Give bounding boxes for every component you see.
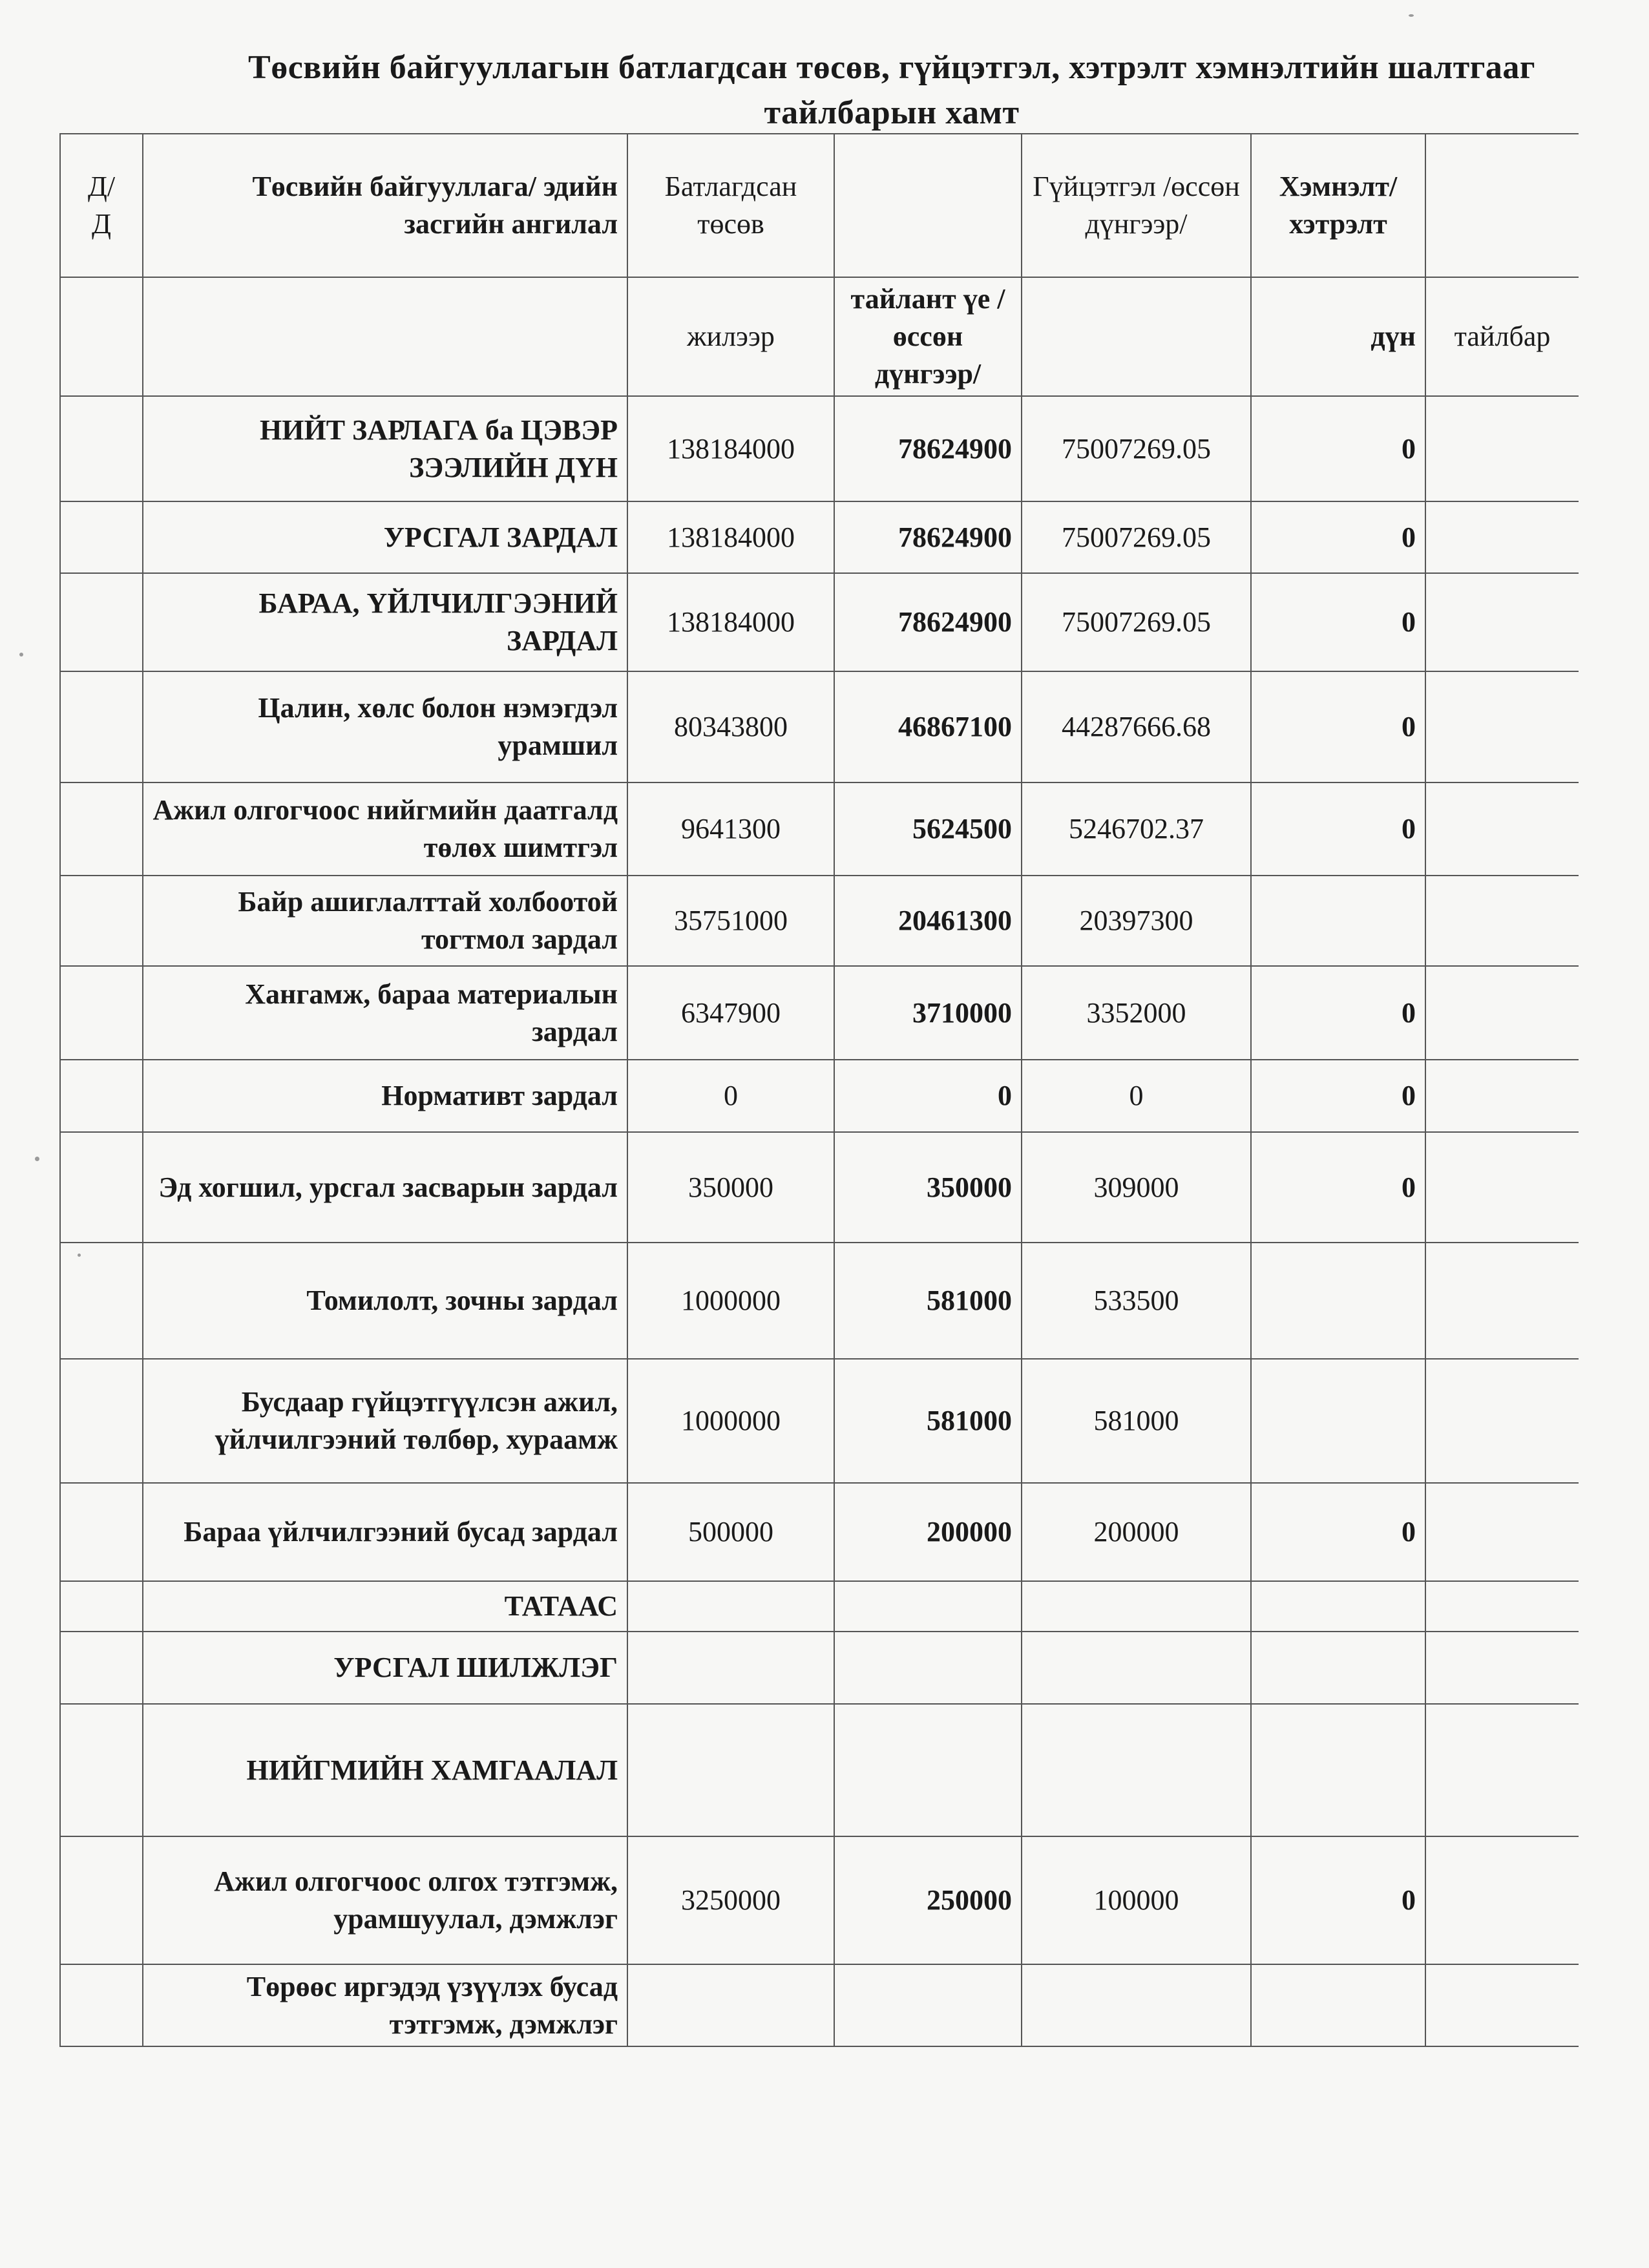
table-row: [60, 1060, 1579, 1132]
row-yearly: 6347900: [627, 966, 834, 1060]
row-dd: [60, 573, 143, 671]
row-period: 78624900: [834, 573, 1022, 671]
row-amount: [1251, 1581, 1425, 1632]
row-yearly: 138184000: [627, 396, 834, 501]
row-yearly: 138184000: [627, 573, 834, 671]
row-period: 200000: [834, 1483, 1022, 1581]
table-row: [60, 1836, 1579, 1964]
row-yearly: 138184000: [627, 501, 834, 573]
row-dd: [60, 1132, 143, 1243]
row-actual: 75007269.05: [1022, 573, 1251, 671]
row-name: Нормативт зардал: [143, 1060, 627, 1132]
row-actual: 309000: [1022, 1132, 1251, 1243]
row-name: НИЙТ ЗАРЛАГА ба ЦЭВЭР ЗЭЭЛИЙН ДҮН: [143, 396, 627, 501]
row-yearly: [627, 1964, 834, 2046]
scan-speck: [19, 653, 23, 656]
row-period: 581000: [834, 1359, 1022, 1483]
scan-speck: [35, 1157, 39, 1161]
header-empty-4: [143, 277, 627, 396]
table-row: [60, 966, 1579, 1060]
row-actual: [1022, 1704, 1251, 1836]
row-name: Бараа үйлчилгээний бусад зардал: [143, 1483, 627, 1581]
row-amount: [1251, 1359, 1425, 1483]
budget-table: [59, 133, 1579, 2047]
row-period: 250000: [834, 1836, 1022, 1964]
table-row: [60, 1581, 1579, 1632]
header-dd: Д/ Д: [60, 134, 143, 277]
row-name: Байр ашиглалттай холбоотой тогтмол зардал: [143, 876, 627, 966]
row-actual: 100000: [1022, 1836, 1251, 1964]
row-period: [834, 1581, 1022, 1632]
header-empty-1: [834, 134, 1022, 277]
table-row: [60, 573, 1579, 671]
row-note: [1425, 1359, 1579, 1483]
row-amount: [1251, 1964, 1425, 2046]
header-row-2: [60, 277, 1579, 396]
row-yearly: 0: [627, 1060, 834, 1132]
scan-speck: [1409, 14, 1414, 17]
row-actual: 5246702.37: [1022, 782, 1251, 876]
header-yearly: жилээр: [627, 277, 834, 396]
row-note: [1425, 782, 1579, 876]
row-note: [1425, 1704, 1579, 1836]
row-amount: [1251, 1632, 1425, 1704]
row-amount: [1251, 1243, 1425, 1359]
header-empty-2: [1425, 134, 1579, 277]
row-note: [1425, 1243, 1579, 1359]
row-yearly: [627, 1581, 834, 1632]
table-row: [60, 1132, 1579, 1243]
header-variance: Хэмнэлт/ хэтрэлт: [1251, 134, 1425, 277]
row-amount: 0: [1251, 1060, 1425, 1132]
row-period: [834, 1964, 1022, 2046]
row-dd: [60, 1836, 143, 1964]
table-row: [60, 876, 1579, 966]
row-dd: [60, 1632, 143, 1704]
table-row: [60, 1964, 1579, 2046]
row-actual: 75007269.05: [1022, 396, 1251, 501]
table-row: [60, 671, 1579, 782]
row-actual: [1022, 1632, 1251, 1704]
table-row: [60, 782, 1579, 876]
row-name: УРСГАЛ ШИЛЖЛЭГ: [143, 1632, 627, 1704]
row-yearly: 3250000: [627, 1836, 834, 1964]
row-dd: [60, 1581, 143, 1632]
row-note: [1425, 396, 1579, 501]
header-name: Төсвийн байгууллага/ эдийн засгийн ангилал: [143, 134, 627, 277]
table-row: [60, 1704, 1579, 1836]
row-yearly: [627, 1632, 834, 1704]
row-name: Хангамж, бараа материалын зардал: [143, 966, 627, 1060]
row-period: [834, 1704, 1022, 1836]
row-dd: [60, 782, 143, 876]
row-note: [1425, 1581, 1579, 1632]
row-period: 5624500: [834, 782, 1022, 876]
row-dd: [60, 1359, 143, 1483]
table-row: [60, 1632, 1579, 1704]
row-amount: 0: [1251, 573, 1425, 671]
row-amount: 0: [1251, 1132, 1425, 1243]
row-yearly: 80343800: [627, 671, 834, 782]
table-row: [60, 1483, 1579, 1581]
row-yearly: 500000: [627, 1483, 834, 1581]
row-actual: 20397300: [1022, 876, 1251, 966]
row-dd: [60, 876, 143, 966]
row-name: Бусдаар гүйцэтгүүлсэн ажил, үйлчилгээний төлбөр, хураамж: [143, 1359, 627, 1483]
row-amount: [1251, 1704, 1425, 1836]
row-yearly: [627, 1704, 834, 1836]
row-actual: 3352000: [1022, 966, 1251, 1060]
row-name: Цалин, хөлс болон нэмэгдэл урамшил: [143, 671, 627, 782]
row-period: 3710000: [834, 966, 1022, 1060]
row-actual: 200000: [1022, 1483, 1251, 1581]
table-row: [60, 501, 1579, 573]
scan-speck: [78, 1254, 81, 1257]
row-note: [1425, 1483, 1579, 1581]
row-period: 78624900: [834, 501, 1022, 573]
row-note: [1425, 1836, 1579, 1964]
row-actual: 581000: [1022, 1359, 1251, 1483]
row-amount: 0: [1251, 671, 1425, 782]
row-yearly: 350000: [627, 1132, 834, 1243]
row-amount: 0: [1251, 966, 1425, 1060]
row-dd: [60, 1243, 143, 1359]
row-period: 581000: [834, 1243, 1022, 1359]
row-name: Ажил олгогчоос олгох тэтгэмж, урамшуулал, дэмжлэг: [143, 1836, 627, 1964]
row-period: 78624900: [834, 396, 1022, 501]
row-note: [1425, 1964, 1579, 2046]
title-line-2: тайлбарын хамт: [764, 94, 1020, 131]
header-amount: дүн: [1251, 277, 1425, 396]
row-note: [1425, 966, 1579, 1060]
row-yearly: 9641300: [627, 782, 834, 876]
table-row: [60, 1359, 1579, 1483]
row-name: Эд хогшил, урсгал засварын зардал: [143, 1132, 627, 1243]
row-actual: 533500: [1022, 1243, 1251, 1359]
row-note: [1425, 501, 1579, 573]
row-note: [1425, 671, 1579, 782]
table-row: [60, 1243, 1579, 1359]
row-name: Ажил олгогчоос нийгмийн даатгалд төлөх шимтгэл: [143, 782, 627, 876]
row-amount: 0: [1251, 1483, 1425, 1581]
header-empty-5: [1022, 277, 1251, 396]
row-dd: [60, 1483, 143, 1581]
row-note: [1425, 1060, 1579, 1132]
row-name: ТАТААС: [143, 1581, 627, 1632]
row-note: [1425, 876, 1579, 966]
row-yearly: 1000000: [627, 1359, 834, 1483]
row-actual: 44287666.68: [1022, 671, 1251, 782]
row-note: [1425, 573, 1579, 671]
row-name: УРСГАЛ ЗАРДАЛ: [143, 501, 627, 573]
row-amount: 0: [1251, 782, 1425, 876]
header-period: тайлант үе /өссөн дүнгээр/: [834, 277, 1022, 396]
row-dd: [60, 671, 143, 782]
row-period: 46867100: [834, 671, 1022, 782]
row-name: Төрөөс иргэдэд үзүүлэх бусад тэтгэмж, дэмжлэг: [143, 1964, 627, 2046]
row-amount: 0: [1251, 1836, 1425, 1964]
table-row: [60, 396, 1579, 501]
row-dd: [60, 1060, 143, 1132]
header-approved: Батлагдсан төсөв: [627, 134, 834, 277]
header-empty-3: [60, 277, 143, 396]
page-title: [116, 45, 1649, 136]
row-actual: 75007269.05: [1022, 501, 1251, 573]
row-period: 0: [834, 1060, 1022, 1132]
row-amount: 0: [1251, 396, 1425, 501]
row-dd: [60, 966, 143, 1060]
row-dd: [60, 1964, 143, 2046]
row-amount: 0: [1251, 501, 1425, 573]
row-period: [834, 1632, 1022, 1704]
row-amount: [1251, 876, 1425, 966]
title-line-1: Төсвийн байгууллагын батлагдсан төсөв, гүйцэтгэл, хэтрэлт хэмнэлтийн шалтгааг: [248, 49, 1535, 86]
row-actual: 0: [1022, 1060, 1251, 1132]
row-period: 350000: [834, 1132, 1022, 1243]
row-name: НИЙГМИЙН ХАМГААЛАЛ: [143, 1704, 627, 1836]
row-actual: [1022, 1581, 1251, 1632]
row-dd: [60, 501, 143, 573]
row-yearly: 35751000: [627, 876, 834, 966]
header-actual: Гүйцэтгэл /өссөн дүнгээр/: [1022, 134, 1251, 277]
row-actual: [1022, 1964, 1251, 2046]
row-dd: [60, 1704, 143, 1836]
row-name: БАРАА, ҮЙЛЧИЛГЭЭНИЙ ЗАРДАЛ: [143, 573, 627, 671]
row-name: Томилолт, зочны зардал: [143, 1243, 627, 1359]
row-note: [1425, 1632, 1579, 1704]
row-note: [1425, 1132, 1579, 1243]
header-note: тайлбар: [1425, 277, 1579, 396]
row-dd: [60, 396, 143, 501]
header-row-1: [60, 134, 1579, 277]
row-yearly: 1000000: [627, 1243, 834, 1359]
row-period: 20461300: [834, 876, 1022, 966]
